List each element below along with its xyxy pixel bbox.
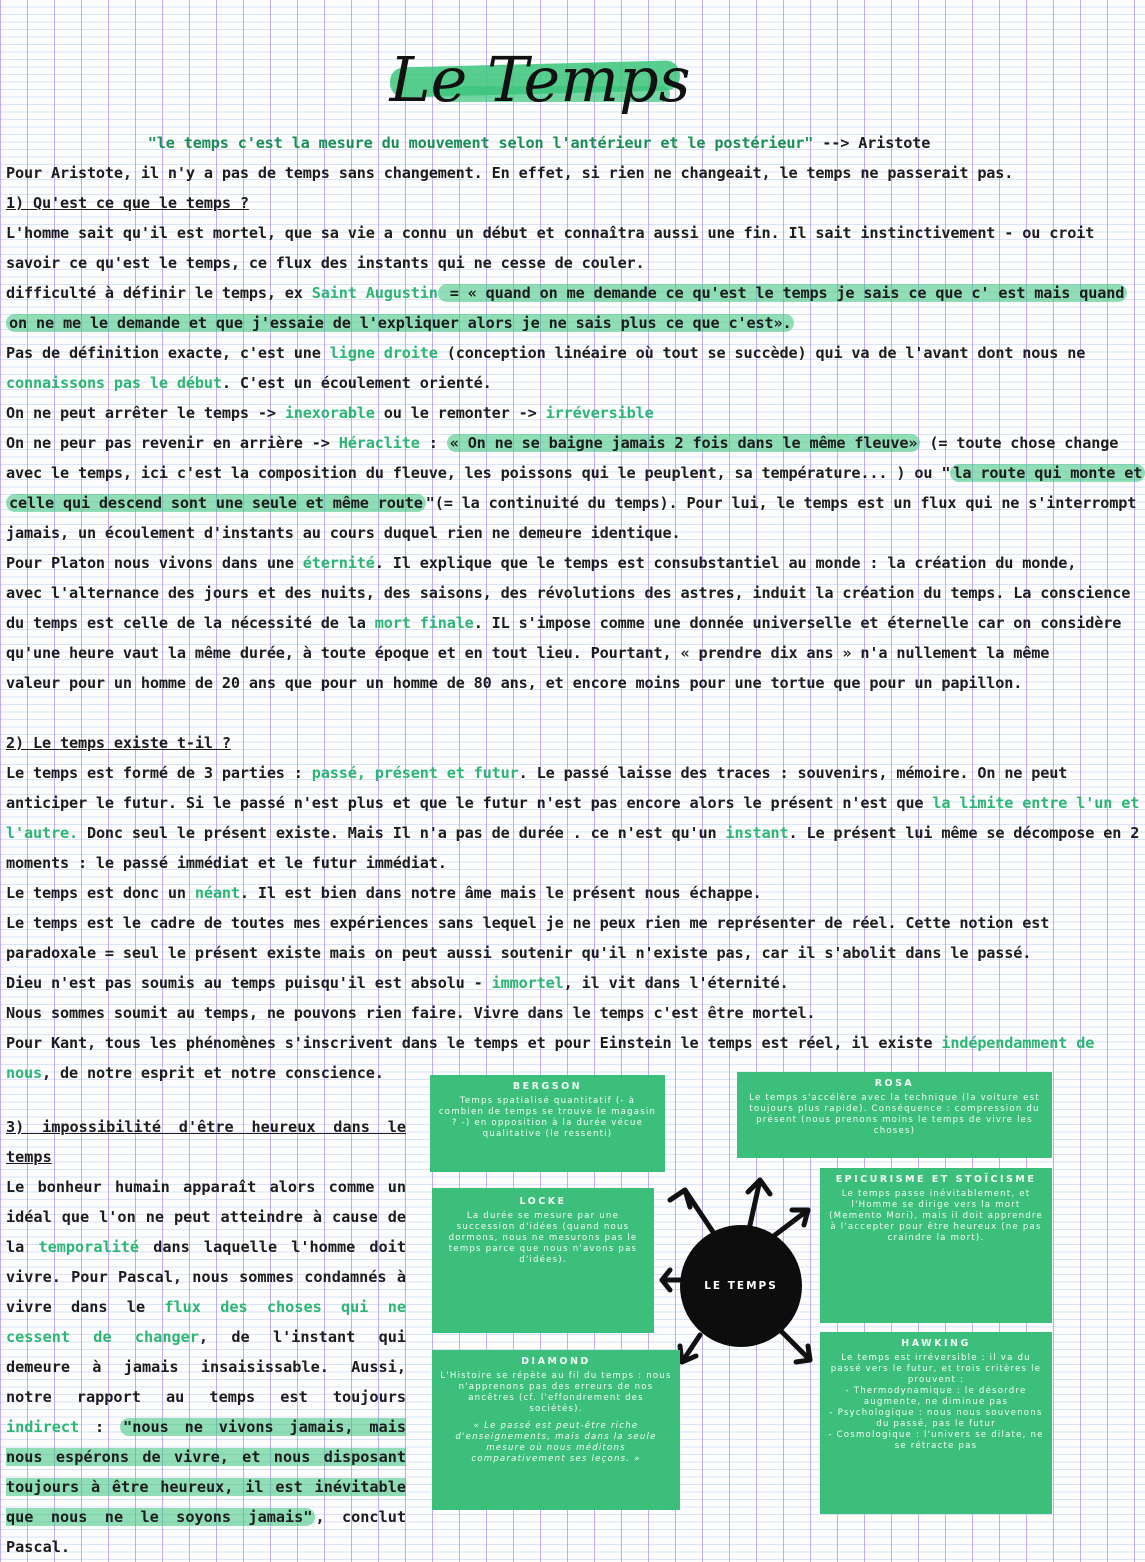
- text: , conclut Pascal.: [6, 1508, 407, 1556]
- keyword: ligne droite: [329, 344, 438, 362]
- section-3-paragraph: [6, 1172, 406, 1562]
- s2-line: [6, 878, 1072, 908]
- section-2-heading: 2) Le temps existe t-il ?: [6, 734, 231, 752]
- bergson-box: [430, 1075, 665, 1172]
- text: Le bonheur humain apparaît alors comme un idéal que l'on ne peut atteindre à cause de la: [6, 1178, 406, 1256]
- s2-line: paradoxale = seul le présent existe mais on peut aussi soutenir qu'il n'existe pas, car il s'abolit dans le passé.: [6, 944, 1032, 962]
- keyword: indépendamment de: [941, 1034, 1095, 1052]
- keyword: passé, présent et futur: [311, 764, 519, 782]
- keyword: indirect: [6, 1418, 80, 1436]
- mind-map: [430, 1070, 1056, 1520]
- section-1-heading: 1) Qu'est ce que le temps ?: [6, 194, 249, 212]
- text: ou le remonter ->: [374, 404, 546, 422]
- keyword: inexorable: [284, 404, 375, 422]
- keyword: éternité: [302, 554, 375, 572]
- s1-line: qu'une heure vaut la même durée, à toute époque et en tout lieu. Pourtant, « prendre dix ans » n'a nullement la même: [6, 644, 1050, 662]
- s2-line: moments : le passé immédiat et le futur immédiat.: [6, 854, 447, 872]
- epicurisme-title: EPICURISME ET STOÏCISME: [835, 1174, 1037, 1185]
- arrowhead: [670, 1190, 690, 1207]
- locke-title: LOCKE: [519, 1196, 567, 1207]
- bergson-title: BERGSON: [512, 1081, 583, 1092]
- text: , de l'instant qui demeure à jamais insaisissable. Aussi, notre rapport au temps est toujours: [6, 1328, 406, 1406]
- s1-line: [6, 338, 1086, 368]
- diamond-box: [432, 1350, 680, 1510]
- highlighted-quote: « On ne se baigne jamais 2 fois dans le même fleuve»: [447, 434, 921, 452]
- locke-text: La durée se mesure par une succession d'idées (quand nous dormons, nous ne mesurons pas le temps parce que nous n'avons pas d'idées).: [448, 1211, 638, 1265]
- keyword: irréversible: [545, 404, 654, 422]
- epigraph: [6, 128, 1072, 158]
- text: difficulté à définir le temps, ex: [6, 284, 312, 302]
- rosa-text: Le temps s'accélère avec la technique (la voiture est toujours plus rapide). Conséquence : compression du présent (nous prenons moins le temps de vivre les choses): [749, 1093, 1040, 1136]
- s2-line: Nous sommes soumit au temps, ne pouvons rien faire. Vivre dans le temps c'est être mortel.: [6, 1004, 816, 1022]
- text: du temps est celle de la nécessité de la: [6, 614, 375, 632]
- hawking-item: - Thermodynamique : le désordre augmente, ne diminue pas: [845, 1386, 1027, 1407]
- text: Donc seul le présent existe. Mais Il n'a pas de durée . ce n'est qu'un: [77, 824, 726, 842]
- keyword: Héraclite: [338, 434, 420, 452]
- highlighted-quote: la route qui monte et: [950, 464, 1145, 482]
- diamond-title: DIAMOND: [521, 1356, 591, 1367]
- text: Pas de définition exacte, c'est une: [6, 344, 330, 362]
- hawking-title: HAWKING: [901, 1338, 971, 1349]
- text: dans laquelle l'homme doit vivre. Pour Pascal, nous sommes condamnés à vivre dans le: [6, 1238, 406, 1316]
- pascal-quote: "nous ne vivons jamais, mais nous espérons de vivre, et nous disposant toujours à être heureux, il est inévitable que nous ne le soyons jamais": [6, 1418, 406, 1526]
- s1-line: [6, 488, 1137, 518]
- epigraph-author: --> Aristote: [813, 134, 931, 152]
- s1-line: savoir ce qu'est le temps, ce flux des instants qui ne cesse de couler.: [6, 254, 645, 272]
- s1-line: [6, 548, 1077, 578]
- keyword: connaissons pas le début: [6, 374, 222, 392]
- locke-box: [432, 1188, 654, 1333]
- hawking-box: [820, 1332, 1052, 1514]
- s2-line: [6, 1028, 1095, 1058]
- text: , de notre esprit et notre conscience.: [41, 1064, 384, 1082]
- highlighted-quote: on ne me le demande et que j'essaie de l'expliquer alors je ne sais plus ce que c'est».: [6, 314, 794, 332]
- hawking-item: - Cosmologique : l'univers se dilate, ne se rétracte pas: [828, 1430, 1044, 1451]
- epigraph-quote: "le temps c'est la mesure du mouvement selon l'antérieur et le postérieur": [147, 134, 814, 152]
- diamond-quote: « Le passé est peut-être riche d'enseignements, mais dans la seule mesure où nous méditons comparativement ses leçons. »: [455, 1421, 657, 1464]
- text: Le temps est donc un: [6, 884, 195, 902]
- keyword: la limite entre l'un et: [932, 794, 1140, 812]
- s1-line: avec l'alternance des jours et des nuits, des saisons, des révolutions des astres, induit la création du temps. La conscience: [6, 584, 1131, 602]
- text: :: [79, 1418, 121, 1436]
- text: Pour Platon nous vivons dans une: [6, 554, 303, 572]
- keyword: immortel: [491, 974, 564, 992]
- section-3-heading: 3) impossibilité d'être heureux dans le temps: [6, 1118, 406, 1166]
- s1-line: [6, 428, 1119, 458]
- s2-line: [6, 788, 1140, 818]
- keyword: instant: [725, 824, 789, 842]
- text: , il vit dans l'éternité.: [563, 974, 789, 992]
- rosa-box: [737, 1072, 1052, 1158]
- rosa-title: ROSA: [874, 1078, 915, 1089]
- highlighted-quote: = « quand on me demande ce qu'est le temps je sais ce que c' est mais quand: [438, 284, 1128, 302]
- s1-line: jamais, un écoulement d'instants au cours duquel rien ne demeure identique.: [6, 524, 681, 542]
- keyword: nous: [6, 1064, 42, 1082]
- hawking-text: Le temps est irréversible : il va du passé vers le futur, et trois critères le prouvent :: [830, 1353, 1042, 1385]
- s1-line: L'homme sait qu'il est mortel, que sa vie a connu un début et connaîtra aussi une fin. Il sait instinctivement - ou croit: [6, 224, 1095, 242]
- diamond-text: L'Histoire se répète au fil du temps : nous n'apprenons pas des erreurs de nos ancêtres (cf. l'effondrement des sociétés).: [440, 1371, 672, 1414]
- epicurisme-text: Le temps passe inévitablement, et l'Homme se dirige vers la mort (Memento Mori), mais il doit apprendre à l'accepter pour être heureux (ne pas craindre la mort).: [829, 1189, 1043, 1243]
- bergson-text: Temps spatialisé quantitatif (- à combien de temps se trouve le magasin ? -) en opposition à la durée vécue qualitative (le ressenti): [438, 1096, 657, 1139]
- keyword: l'autre.: [6, 824, 78, 842]
- s2-line: [6, 758, 1072, 788]
- text: Le temps est formé de 3 parties :: [6, 764, 312, 782]
- s2-line: [6, 818, 1140, 848]
- s1-line: [6, 608, 1122, 638]
- epicurisme-box: [820, 1168, 1052, 1323]
- s1-line: [6, 398, 1072, 428]
- text: Dieu n'est pas soumis au temps puisqu'il est absolu -: [6, 974, 492, 992]
- keyword: Saint Augustin: [311, 284, 438, 302]
- s1-line: [6, 308, 1072, 338]
- intro-line: Pour Aristote, il n'y a pas de temps sans changement. En effet, si rien ne changeait, le temps ne passerait pas.: [6, 164, 1014, 182]
- text: anticiper le futur. Si le passé n'est plus et que le futur n'est pas encore alors le présent n'est que: [6, 794, 933, 812]
- text: :: [419, 434, 447, 452]
- text: . Le passé laisse des traces : souvenirs, mémoire. On ne peut: [518, 764, 1068, 782]
- s1-line: [6, 278, 1125, 308]
- text: . C'est un écoulement orienté.: [221, 374, 492, 392]
- highlighted-quote: celle qui descend sont une seule et même route: [6, 494, 426, 512]
- text: . Il est bien dans notre âme mais le présent nous échappe.: [239, 884, 762, 902]
- keyword: néant: [194, 884, 240, 902]
- keyword: temporalité: [38, 1238, 140, 1256]
- keyword: mort finale: [374, 614, 474, 632]
- text: (conception linéaire où tout se succède) qui va de l'avant dont nous ne: [437, 344, 1086, 362]
- arrow-to-hawking: [780, 1330, 810, 1360]
- text: . Le présent lui même se décompose en 2: [788, 824, 1140, 842]
- text: . Il explique que le temps est consubstantiel au monde : la création du monde,: [374, 554, 1077, 572]
- keyword: flux des choses qui ne cessent de changer: [6, 1298, 406, 1346]
- center-circle: [680, 1225, 802, 1347]
- s1-line: [6, 458, 1143, 488]
- text: On ne peut arrêter le temps ->: [6, 404, 285, 422]
- text: Pour Kant, tous les phénomènes s'inscrivent dans le temps et pour Einstein le temps est réel, il existe: [6, 1034, 942, 1052]
- s2-line: Le temps est le cadre de toutes mes expériences sans lequel je ne peux rien me représenter de réel. Cette notion est: [6, 914, 1050, 932]
- title-block: [380, 40, 700, 120]
- page-title: Le Temps: [389, 43, 691, 116]
- center-label: LE TEMPS: [704, 1280, 778, 1292]
- s1-line: valeur pour un homme de 20 ans que pour un homme de 80 ans, et encore moins pour une tortue que pour un papillon.: [6, 674, 1023, 692]
- s2-line: [6, 968, 1072, 998]
- text: (= toute chose change: [920, 434, 1119, 452]
- text: . IL s'impose comme une donnée universelle et éternelle car on considère: [473, 614, 1122, 632]
- text: "(= la continuité du temps). Pour lui, le temps est un flux qui ne s'interrompt: [425, 494, 1137, 512]
- text: avec le temps, ici c'est la composition du fleuve, les poissons qui le peuplent, sa température... ) ou ": [6, 464, 951, 482]
- section-3: [6, 1112, 406, 1562]
- hawking-item: - Psychologique : nous nous souvenons du passé, pas le futur: [829, 1408, 1043, 1429]
- text: On ne peur pas revenir en arrière ->: [6, 434, 339, 452]
- s1-line: [6, 368, 1072, 398]
